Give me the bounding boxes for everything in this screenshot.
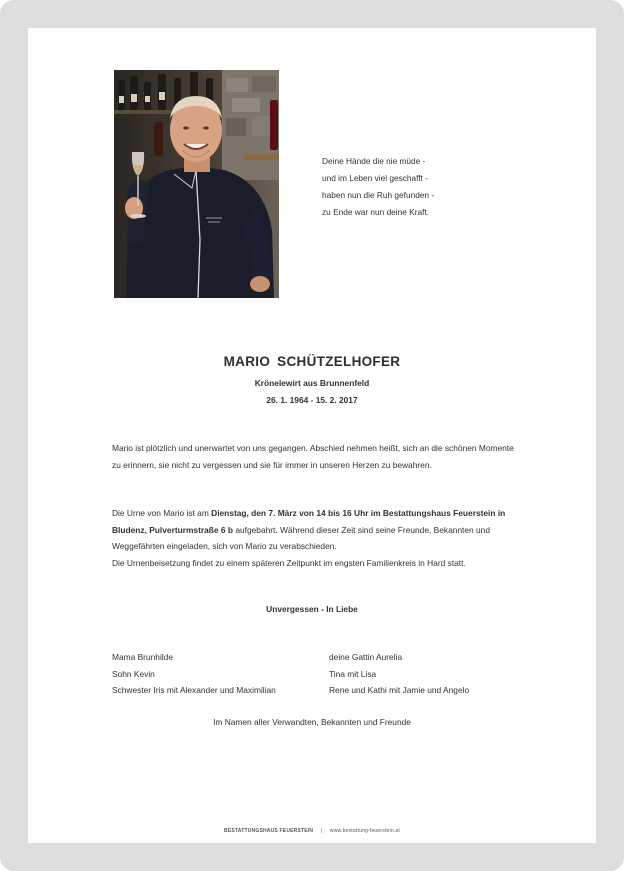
service-text: aufgebahrt. Während dieser Zeit sind seine Freunde, Bekannten und Weggefährten eingeladen, sich von Mario zu verabschieden.: [112, 524, 490, 551]
burial-text: Die Urnenbeisetzung findet zu einem späteren Zeitpunkt im engsten Familienkreis in Hard statt.: [112, 557, 466, 568]
service-paragraph: [112, 505, 522, 571]
deceased-name: MARIO SCHÜTZELHOFER: [223, 354, 401, 369]
mourner: Sohn Kevin: [112, 668, 155, 679]
mourner: deine Gattin Aurelia: [329, 652, 403, 662]
mourner: Tina mit Lisa: [329, 668, 377, 679]
mourners-right-column: [329, 649, 549, 699]
service-text: Die Urne von Mario ist am: [112, 508, 212, 518]
portrait-photo: [114, 70, 279, 298]
footer-brand: BESTATTUNGSHAUS FEUERSTEIN: [224, 828, 314, 834]
poem-line: zu Ende war nun deine Kraft.: [322, 207, 430, 217]
footer-website[interactable]: www.bestattung-feuerstein.at: [329, 828, 400, 834]
poem-line: und im Leben viel geschafft -: [322, 173, 428, 183]
life-dates: 26. 1. 1964 - 15. 2. 2017: [266, 395, 358, 405]
obituary-sheet: [28, 28, 596, 843]
mourner: Mama Brunhilde: [112, 652, 173, 662]
poem-line: Deine Hände die nie müde -: [322, 156, 426, 166]
poem-line: haben nun die Ruh gefunden -: [322, 190, 435, 200]
footer: [28, 828, 596, 834]
footer-separator: |: [320, 828, 323, 834]
deceased-title: Krönelewirt aus Brunnenfeld: [254, 378, 370, 388]
memorial-poem: [322, 153, 522, 221]
motto: Unvergessen - In Liebe: [266, 604, 358, 614]
closing-line: Im Namen aller Verwandten, Bekannten und Freunde: [213, 717, 411, 727]
service-details: Dienstag, den 7. März von 14 bis 16 Uhr im Bestattungshaus Feuerstein in Bludenz, Pulverturmstraße 6 b: [112, 508, 506, 535]
mourner: Rene und Kathi mit Jamie und Angelo: [329, 685, 470, 695]
farewell-paragraph: Mario ist plötzlich und unerwartet von uns gegangen. Abschied nehmen heißt, sich an die schönen Momente zu erinnern, sie nicht zu vergessen und sie für immer in unseren Herzen zu bewahren.: [112, 443, 514, 470]
mourners-left-column: [112, 649, 332, 699]
mourner: Schwester Iris mit Alexander und Maximilian: [112, 685, 276, 695]
